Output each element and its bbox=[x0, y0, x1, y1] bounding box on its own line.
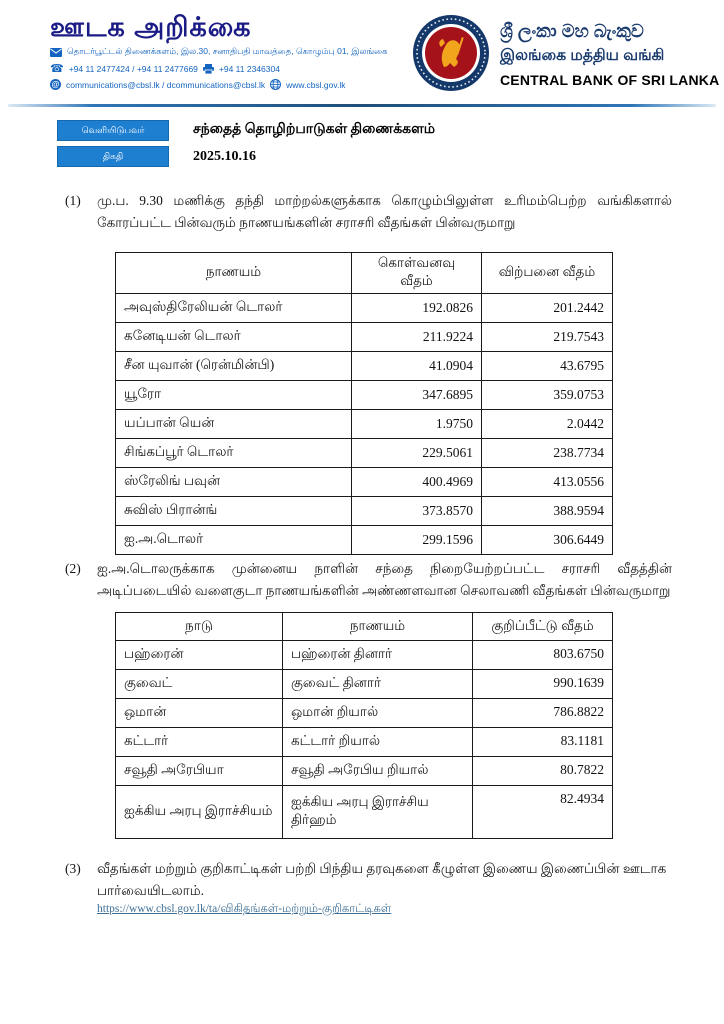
col-header-buying-rate: கொள்வனவு வீதம் bbox=[352, 253, 482, 294]
table-row bbox=[116, 439, 613, 468]
bank-name-tamil: இலங்கை மத்திய வங்கி bbox=[500, 47, 665, 64]
paragraph-2 bbox=[65, 558, 672, 602]
media-release-title: ஊடக அறிக்கை bbox=[50, 12, 252, 42]
currency-name: யப்பான் யென் bbox=[116, 410, 352, 439]
col-header-currency: நாணயம் bbox=[116, 253, 352, 294]
buying-rate: 41.0904 bbox=[352, 352, 482, 381]
release-date: 2025.10.16 bbox=[193, 148, 256, 164]
address-line bbox=[50, 46, 395, 58]
selling-rate: 359.0753 bbox=[482, 381, 613, 410]
indicative-rate: 990.1639 bbox=[473, 670, 613, 699]
selling-rate: 219.7543 bbox=[482, 323, 613, 352]
table-row bbox=[116, 323, 613, 352]
currency-name: சுவிஸ் பிரான்ங் bbox=[116, 497, 352, 526]
col-header-indicative-rate: குறிப்பீட்டு வீதம் bbox=[473, 613, 613, 641]
currency-name: பஹ்ரைன் தினார் bbox=[283, 641, 473, 670]
telephone-icon: ☎ bbox=[50, 62, 64, 75]
fax-icon bbox=[203, 64, 214, 74]
country-name: ஐக்கிய அரபு இராச்சியம் bbox=[116, 786, 283, 839]
table-header-row bbox=[116, 613, 613, 641]
currency-name: ஸ்ரேலிங் பவுன் bbox=[116, 468, 352, 497]
masthead-right bbox=[412, 14, 719, 97]
paragraph-1-number: (1) bbox=[65, 193, 81, 208]
paragraph-1 bbox=[65, 190, 672, 234]
table-header-row bbox=[116, 253, 613, 294]
issuer-row bbox=[57, 120, 435, 141]
currency-name: சிங்கப்பூர் டொலர் bbox=[116, 439, 352, 468]
table-row bbox=[116, 497, 613, 526]
indicative-rate: 82.4934 bbox=[473, 786, 613, 839]
table-row bbox=[116, 352, 613, 381]
country-name: சவூதி அரேபியா bbox=[116, 757, 283, 786]
indicative-rate: 786.8822 bbox=[473, 699, 613, 728]
table-row bbox=[116, 670, 613, 699]
currency-name: அவுஸ்திரேலியன் டொலர் bbox=[116, 294, 352, 323]
at-icon: @ bbox=[51, 80, 60, 89]
currency-name: ஐக்கிய அரபு இராச்சிய திர்ஹம் bbox=[283, 786, 473, 839]
paragraph-3-number: (3) bbox=[65, 861, 81, 876]
paragraph-2-text: ஐ.அ.டொலருக்காக முன்னைய நாளின் சந்தை நிறையேற்றப்பட்ட சராசரி வீதத்தின் அடிப்படையில் வளைகுடா நாணயங்களின் அண்ணளவான செலாவணி வீதங்கள் பின்வருமாறு bbox=[97, 561, 672, 598]
globe-icon bbox=[270, 79, 281, 90]
issuer-value: சந்தைத் தொழிற்பாடுகள் திணைக்களம் bbox=[193, 122, 436, 137]
central-bank-emblem-logo bbox=[412, 14, 490, 97]
phone-line bbox=[50, 62, 395, 75]
buying-rate: 400.4969 bbox=[352, 468, 482, 497]
country-name: பஹ்ரைன் bbox=[116, 641, 283, 670]
currency-name: குவைட் தினார் bbox=[283, 670, 473, 699]
col-header-currency: நாணயம் bbox=[283, 613, 473, 641]
selling-rate: 2.0442 bbox=[482, 410, 613, 439]
buying-rate: 1.9750 bbox=[352, 410, 482, 439]
currency-name: சீன யுவான் (ரென்மின்பி) bbox=[116, 352, 352, 381]
selling-rate: 43.6795 bbox=[482, 352, 613, 381]
rates-indicators-link[interactable]: https://www.cbsl.gov.lk/ta/விகிதங்கள்-மற்றும்-குறிகாட்டிகள் bbox=[97, 903, 392, 915]
exchange-rates-table bbox=[115, 252, 613, 555]
col-header-selling-rate: விற்பனை வீதம் bbox=[482, 253, 613, 294]
email-addresses: communications@cbsl.lk / dcommunications@cbsl.lk bbox=[66, 79, 266, 90]
buying-rate: 192.0826 bbox=[352, 294, 482, 323]
selling-rate: 413.0556 bbox=[482, 468, 613, 497]
buying-rate: 211.9224 bbox=[352, 323, 482, 352]
table-row bbox=[116, 526, 613, 555]
currency-name: சவூதி அரேபிய றியால் bbox=[283, 757, 473, 786]
col-header-country: நாடு bbox=[116, 613, 283, 641]
selling-rate: 238.7734 bbox=[482, 439, 613, 468]
paragraph-3-text: வீதங்கள் மற்றும் குறிகாட்டிகள் பற்றி பிந்திய தரவுகளை கீழுள்ள இணைய இணைப்பின் ஊடாக பார்வையிடலாம். bbox=[97, 861, 667, 898]
currency-name: ஐ.அ.டொலர் bbox=[116, 526, 352, 555]
table-row bbox=[116, 786, 613, 839]
table-row bbox=[116, 381, 613, 410]
indicative-rate: 803.6750 bbox=[473, 641, 613, 670]
masthead-left bbox=[50, 12, 395, 90]
country-name: குவைட் bbox=[116, 670, 283, 699]
table-row bbox=[116, 641, 613, 670]
table-row bbox=[116, 728, 613, 757]
issuer-label-badge: வெளியிடுபவர் bbox=[57, 120, 169, 141]
email-line bbox=[50, 79, 395, 90]
bank-name-sinhala: ශ්‍රී ලංකා මහ බැංකුව bbox=[500, 21, 644, 41]
envelope-icon bbox=[50, 48, 62, 57]
selling-rate: 306.6449 bbox=[482, 526, 613, 555]
currency-name: கனேடியன் டொலர் bbox=[116, 323, 352, 352]
header-separator-rule bbox=[8, 104, 716, 107]
date-label-badge: திகதி bbox=[57, 146, 169, 167]
date-row bbox=[57, 146, 256, 167]
country-name: கட்டார் bbox=[116, 728, 283, 757]
buying-rate: 347.6895 bbox=[352, 381, 482, 410]
bank-name-block bbox=[500, 19, 719, 92]
selling-rate: 201.2442 bbox=[482, 294, 613, 323]
phone-numbers: +94 11 2477424 / +94 11 2477669 bbox=[68, 63, 198, 74]
paragraph-1-text: மு.ப. 9.30 மணிக்கு தந்தி மாற்றல்களுக்காக கொழும்பிலுள்ள உரிமம்பெற்ற வங்கிகளால் கோரப்பட்ட பின்வரும் நாணயங்களின் சராசரி வீதங்கள் பின்வருமாறு bbox=[97, 193, 672, 230]
currency-name: ஒமான் றியால் bbox=[283, 699, 473, 728]
indicative-rate: 80.7822 bbox=[473, 757, 613, 786]
paragraph-2-number: (2) bbox=[65, 561, 81, 576]
buying-rate: 373.8570 bbox=[352, 497, 482, 526]
indicative-rate: 83.1181 bbox=[473, 728, 613, 757]
selling-rate: 388.9594 bbox=[482, 497, 613, 526]
address-text: தொடர்பூட்டல் திணைக்களம், இல.30, சனாதிபதி மாவத்தை, கொழும்பு 01, இலங்கை bbox=[67, 46, 388, 56]
bank-name-english: CENTRAL BANK OF SRI LANKA bbox=[500, 72, 720, 88]
table-row bbox=[116, 699, 613, 728]
table-row bbox=[116, 410, 613, 439]
currency-name: யூரோ bbox=[116, 381, 352, 410]
paragraph-3 bbox=[65, 858, 672, 902]
table-row bbox=[116, 757, 613, 786]
table-row bbox=[116, 468, 613, 497]
website-text: www.cbsl.gov.lk bbox=[286, 79, 346, 90]
currency-name: கட்டார் றியால் bbox=[283, 728, 473, 757]
country-name: ஒமான் bbox=[116, 699, 283, 728]
gulf-rates-table bbox=[115, 612, 613, 839]
buying-rate: 229.5061 bbox=[352, 439, 482, 468]
fax-number: +94 11 2346304 bbox=[218, 63, 280, 74]
buying-rate: 299.1596 bbox=[352, 526, 482, 555]
table-row bbox=[116, 294, 613, 323]
